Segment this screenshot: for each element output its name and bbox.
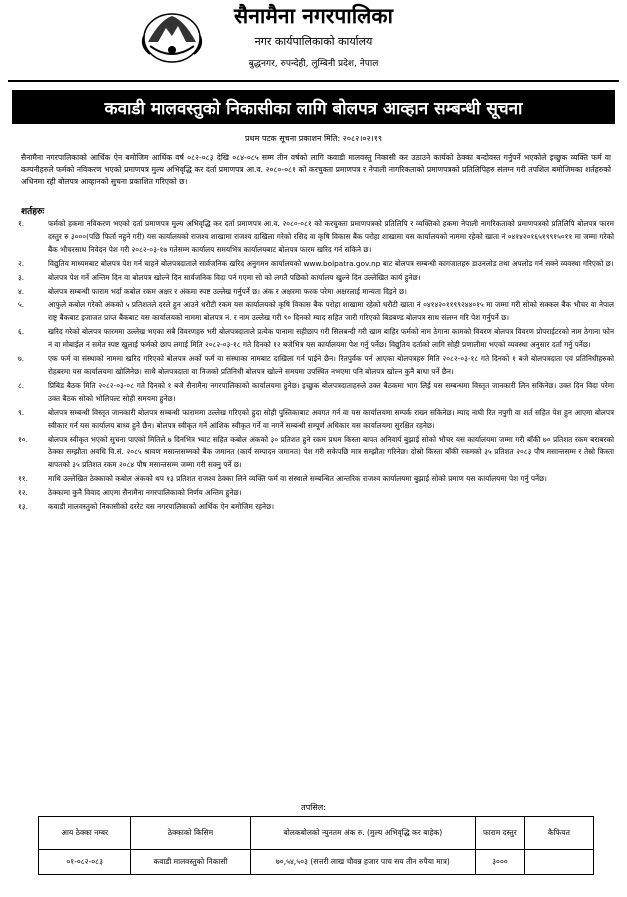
table-cell: ०१-०८२-०८३ bbox=[39, 850, 131, 875]
condition-text: फर्मको हकमा नविकरण भएको दर्ता प्रमाणपत्र मुल्य अभिवृद्धि कर दर्ता प्रमाणपत्र आ.व. २०८०-०८१ को करचुक्ता प्रमाणपत्रको प्रतिलिपि र व्यक्तिको हकमा नेपाली नागरिकताको प्रमाणपत्रको प्रतिलिपि बोलपत्र फारम दस्तुर रु ३०००(पछि फिर्ता नहुने गरी) यस कार्यालयको राजश्व शाखामा राजश्व दाखिला गरेको रसिद वा कृषि विकास बैंक परोहा शाखामा यस कार्यालयको नाममा रहेको खाता नं ०४१४२०१६५१९९१५०११ मा जम्मा गरेको बैंक भौचरसाथ निवेदन पेश गरी २०८२-०३-१७ गतेसम्म कार्यालय समयभित्र कार्यालयबाट बोलपत्र फारम खरिद गर्न सकिने छ। bbox=[48, 219, 614, 254]
condition-text: बोलपत्र पेश गर्ने अन्तिम दिन वा बोलपत्र खोल्ने दिन सार्वजनिक विदा पर्न गएमा सो को लगतै पछिको कार्यालय खुल्ने दिन उल्लेखित कार्य हुनेछ। bbox=[48, 272, 421, 282]
office-address: बुद्धनगर, रुपन्देही, लुम्बिनी प्रदेश, नेपाल bbox=[248, 59, 379, 69]
table-header-row bbox=[39, 817, 594, 850]
column-header: फाराम दस्तुर bbox=[476, 817, 525, 850]
condition-item bbox=[14, 434, 614, 473]
condition-text: कवाडी मालवस्तुको निकासीको दररेट यस नगरपालिकाको आर्थिक ऐन बमोजिम रहनेछ। bbox=[48, 502, 274, 512]
condition-item bbox=[14, 272, 614, 285]
condition-number: ६. bbox=[18, 327, 25, 337]
condition-text: बोलपत्र सम्बन्धी विस्तृत जानकारी बोलपत्र सम्बन्धी फाराममा उल्लेख गरिएको हुदा सोही पुस्तिकाबाट अवगत गर्न वा यस कार्यालयमा सम्पर्क राख्न सकिनेछ। म्याद नाघी रित नपुगी वा शर्त सहित पेश हुन आएमा बोलपत्र स्वीकार गर्न यस कार्यालय बाध्य हुने छैन। बोलपत्र स्वीकृत गर्ने आंशिक स्वीकृत गर्ने वा नगर्ने सम्बन्धी सम्पूर्ण अधिकार यस कार्यालयमा सुरक्षित रहनेछ। bbox=[48, 407, 614, 430]
table-cell: ३००० bbox=[476, 850, 525, 875]
condition-number: ८. bbox=[18, 380, 25, 390]
condition-item bbox=[14, 218, 614, 257]
condition-item bbox=[14, 473, 614, 486]
table-cell bbox=[524, 850, 593, 875]
column-header: ठेक्काको किसिम bbox=[131, 817, 250, 850]
condition-text: बोलपत्र स्वीकृत भएको सुचना पाएको मितिले ७ दिनभित्र भ्याट सहित कबोल अंकको ३० प्रतिशत हुने रकम प्रथम किस्ता बापत अनिवार्य बुझाई सोको भौचर यस कार्यालयमा जम्मा गरी बाँकी ७० प्रतिशत रकम बराबरको ठेक्का सम्झौता अवधि वि.सं. २०८५ श्रावण मसान्तसम्मको बैंक जमानत (कार्य सम्पादन जमानत) पेश गरी सकेपछि मात्र सम्झौता गरिनेछ। दोस्रो किस्ता बाँकी रकमको ३५ प्रतिशत २०८३ पौष मसान्तसम्म र तेस्रो किस्ता बापतको ३५ प्रतिशत रकम २०८४ पौष मसान्तसम्म जम्मा गरी सक्नु पर्ने छ। bbox=[48, 434, 614, 470]
condition-text: बोलपत्र सम्बन्धी फाराम भर्दा कबोल रकम अक्षर र अंकमा स्पष्ट उल्लेख गर्नुपर्ने छ। अंक र अक्षरमा फरक परेमा अक्षरलाई मान्यता दिइने छ। bbox=[48, 286, 407, 296]
column-header: कैफियत bbox=[524, 817, 593, 850]
condition-item bbox=[14, 258, 614, 271]
table-cell: ७०,५४,५०३ (सत्तरी लाख चौवन्न हजार पाच सय तीन रुपैया मात्र) bbox=[250, 850, 476, 875]
condition-item bbox=[14, 487, 614, 500]
notice-title-banner bbox=[12, 90, 615, 124]
condition-item bbox=[14, 326, 614, 352]
condition-number: ९. bbox=[18, 407, 25, 417]
column-header: आय ठेक्का नम्बर bbox=[39, 817, 131, 850]
table-row bbox=[39, 850, 594, 875]
schedule-heading: तपसिल: bbox=[301, 803, 326, 812]
condition-item bbox=[14, 380, 614, 406]
notice-title: कवाडी मालवस्तुको निकासीका लागि बोलपत्र आव्हान सम्बन्धी सूचना bbox=[104, 98, 523, 119]
condition-number: १२. bbox=[18, 488, 28, 498]
header-divider bbox=[8, 80, 619, 82]
condition-item bbox=[14, 407, 614, 433]
condition-number: ४. bbox=[18, 286, 25, 296]
condition-number: २. bbox=[18, 258, 25, 268]
column-header: बोलकबोलको न्युनतम अंक रु. (मुल्य अभिवृद्धि कर बाहेक) bbox=[250, 817, 476, 850]
office-name: नगर कार्यपालिकाको कार्यालय bbox=[254, 35, 373, 48]
condition-text: माथि उल्लेखित ठेक्काको कबोल अंकको थप १३ प्रतिशत राजश्व ठेक्का लिने व्यक्ति फर्म वा संस्थाले सम्बन्धित आन्तरिक राजश्व कार्यालयमा बुझाई सोको प्रमाण यस कार्यालयमा पेश गर्नु पर्नेछ। bbox=[48, 474, 547, 484]
condition-item bbox=[14, 353, 614, 379]
condition-number: १०. bbox=[18, 434, 28, 444]
condition-item bbox=[14, 286, 614, 299]
table-cell: कवाडी मालवस्तुको निकासी bbox=[131, 850, 250, 875]
schedule-table bbox=[38, 816, 594, 875]
condition-number: १. bbox=[18, 219, 25, 228]
condition-number: ५. bbox=[18, 300, 25, 310]
condition-text: प्रिबिड बैठक मिति २०८२-०३-०८ गते दिनको १ बजे सैनामैना नगरपालिकाको कार्यालयमा हुनेछ। इच्छुक बोलपत्रदाताहरुले उक्त बैठकमा भाग लिई यस सम्बन्धमा विस्तृत जानकारी लिन सकिनेछ। उक्त दिन विदा परेमा उक्त बैठक सोको भोलिपल्ट सोही समयमा हुनेछ। bbox=[48, 380, 614, 403]
publication-date: प्रथम पटक सूचना प्रकाशन मिति: २०८२।०२।१९ bbox=[244, 134, 383, 143]
municipality-title: सैनामैना नगरपालिका bbox=[234, 4, 393, 28]
condition-item bbox=[14, 299, 614, 325]
condition-text: विद्युतिय माध्यमबाट बोलपत्र पेश गर्न चाहने बोलपत्रदाताले सार्वजनिक खरिद अनुगमन कार्यालयको www.bolpatra.gov.np बाट बोलपत्र सम्बन्धी कागजातहरु डाउनलोड तथा अपलोड गर्न सक्ने व्यवस्था गरिएको छ। bbox=[48, 258, 614, 268]
condition-number: १३. bbox=[18, 502, 28, 512]
condition-number: ३. bbox=[18, 272, 25, 282]
notice-intro: सैनामैना नगरपालिकाको आर्थिक ऐन बमोजिम आर्थिक वर्ष ०८२-०८३ देखि ०८४-०८५ सम्म तीन वर्षको लागि कवाडी मालवस्तु निकासी कर उठाउने कार्यको ठेक्का बन्दोवस्त गर्नुपर्ने भएकोले इच्छुक व्यक्ति फर्म वा कम्पनीहरुले फर्मको नविकरण भएको प्रमाणपत्र मुल्य अभिवृद्धि कर दर्ता प्रमाणपत्र आ.व. २०८०-०८१ को करचुक्ता प्रमाणपत्र र नेपाली नागरिकताको प्रमाणपत्रको प्रतिलिपिहरु संलग्न गरी तपशिल बमोजिमका शर्तहरुको अधिनमा रही बोलपत्र आव्हानको सुचना प्रकाशित गरिएको छ। bbox=[21, 153, 611, 186]
conditions-list bbox=[14, 218, 614, 515]
condition-number: ११. bbox=[18, 474, 28, 484]
condition-text: एक फर्म वा संस्थाको नाममा खरिद गरिएको बोलपत्र अर्को फर्म वा संस्थाका नामबाट दाखिला गर्न पाईने छैन। रितपुर्वक पर्न आएका बोलपत्रहरु मिति २०८२-०३-१८ गते दिनको १ बजे बोलपत्रदाता एवं प्रतिनिधीहरुको रोहबरमा यस कार्यालयमा खोलिनेछ। साथै बोलपत्रदाता वा निजको प्रतिनिधी बोलपत्र खोल्ने समयमा उपस्थित नभएमा पनि बोलपत्र खोल्न कुनै बाधा पर्ने छैन। bbox=[48, 354, 614, 376]
conditions-heading: शर्तहरुः bbox=[21, 207, 45, 217]
condition-number: ७. bbox=[18, 354, 25, 364]
condition-text: ठेक्कामा कुनै विवाद आएमा सैनामैना नगरपालिकाको निर्णय अन्तिम हुनेछ। bbox=[48, 488, 242, 498]
condition-text: खरिद गरेको बोलपत्र फारममा उल्लेख भएका सबै विवरणहरु भरी बोलपत्रदाताले प्रत्येक पानामा सहीछाप गरी सिलबन्दी गरी खाम बाहिर फर्मको नाम ठेगाना कामको विवरण बोलपत्र विवरण प्रोपराईटरको नाम ठेगाना फोन नं वा मोबाईल नं समेत स्पष्ट खुलाई फर्मको छाप लगाई मिति २०८२-०३-१८ गते दिनको १२ बजेभित्र यस कार्यालयमा पेश गर्नु पर्नेछ। विद्युतिय दर्ताको लागि सोही प्रणालीमा भएको व्यवस्था अनुसार दर्ता गर्नु पर्नेछ। bbox=[48, 327, 614, 350]
condition-item bbox=[14, 501, 614, 514]
condition-text: आफुले कबोल गरेको अंकको ५ प्रतिशतले दरले हुन आउने धरौटी रकम यस कार्यालयको कृषि विकास बैंक परोहा शाखामा रहेको धरौटी खाता नं ०४१४२०११९९२४४०१५ मा जम्मा गरी सोको सक्कल बैंक भौचर वा नेपाल राष्ट्र बैंकबाट इजाजत प्राप्त बैंकबाट यस कार्यालयको नाममा बोलपत्र नं. र नाम उल्लेख गरी ९० दिनको म्याद सहित जारी गरिएको बिडबण्ड बोलपत्र साथ संलग्न गरि पेश गर्नुपर्ने छ। bbox=[48, 300, 614, 323]
